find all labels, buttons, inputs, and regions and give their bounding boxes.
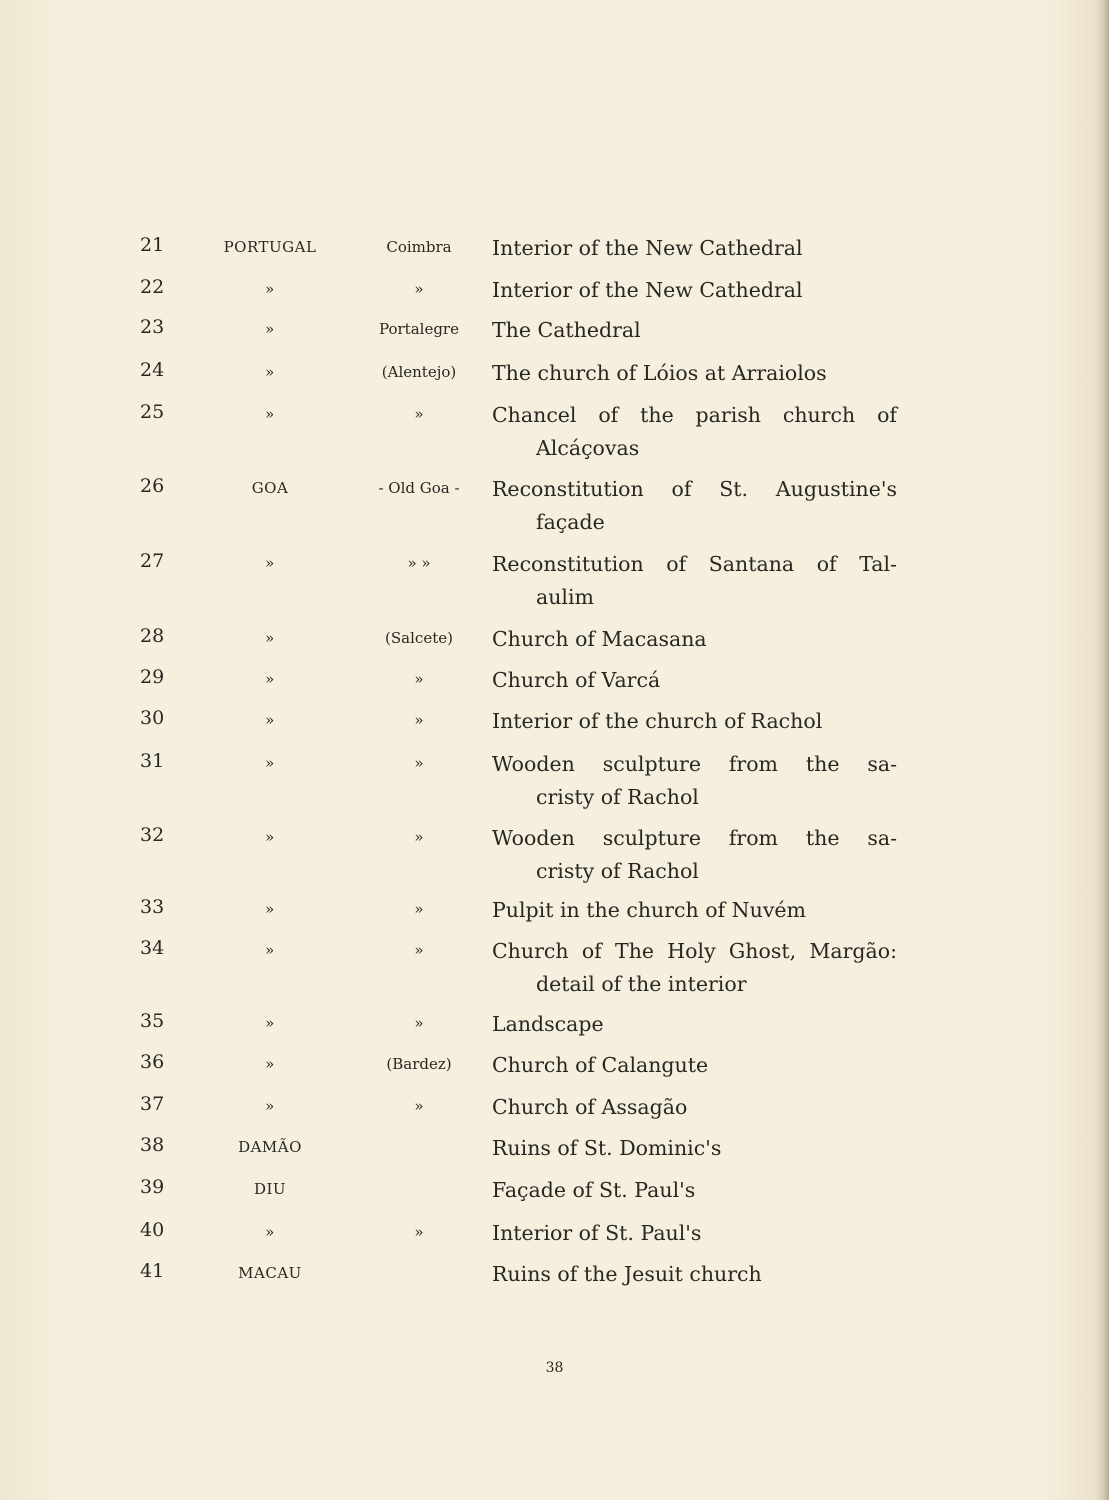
description-line-2: cristy of Rachol — [536, 859, 699, 883]
description-line-1: Pulpit in the church of Nuvém — [492, 898, 806, 922]
plate-number: 36 — [140, 1051, 165, 1073]
country-label: » — [265, 1223, 275, 1241]
description-line-1: Landscape — [492, 1012, 604, 1036]
page-edge-shadow — [1095, 0, 1109, 1500]
place-label: Portalegre — [379, 320, 459, 338]
country-label: DIU — [253, 1180, 287, 1198]
country-label: » — [265, 554, 275, 572]
country-label: GOA — [251, 479, 289, 497]
description-line-1: Façade of St. Paul's — [492, 1178, 696, 1202]
plate-number: 22 — [140, 276, 165, 298]
plate-number: 30 — [140, 707, 165, 729]
plate-number: 26 — [140, 475, 165, 497]
description — [492, 705, 897, 738]
description-line-1: Church of Varcá — [492, 668, 661, 692]
description — [492, 1091, 897, 1124]
description — [492, 274, 897, 307]
page-number: 38 — [545, 1360, 564, 1376]
description — [492, 1008, 897, 1041]
description — [492, 894, 897, 927]
country-label: » — [265, 280, 275, 298]
plate-number: 40 — [140, 1219, 165, 1241]
place-label: (Alentejo) — [381, 363, 457, 381]
description-line-1: Interior of the New Cathedral — [492, 278, 803, 302]
plate-number: 24 — [140, 359, 165, 381]
place-label: » — [414, 900, 424, 918]
plate-number: 35 — [140, 1010, 165, 1032]
description — [492, 1217, 897, 1250]
description — [492, 822, 897, 888]
plate-number: 23 — [140, 316, 165, 338]
place-label: » — [414, 754, 424, 772]
country-label: » — [265, 1097, 275, 1115]
description-line-1: Interior of the church of Rachol — [492, 709, 823, 733]
description-line-1: Ruins of the Jesuit church — [492, 1262, 762, 1286]
description-line-1: The church of Lóios at Arraiolos — [492, 361, 827, 385]
place-label: » — [414, 1014, 424, 1032]
place-label: » — [414, 670, 424, 688]
description — [492, 1132, 897, 1165]
description — [492, 1258, 897, 1291]
description — [492, 623, 897, 656]
description-line-1: Wooden sculpture from the sa- — [492, 826, 897, 850]
plate-number: 27 — [140, 550, 165, 572]
plate-number: 21 — [140, 234, 165, 256]
plate-number: 29 — [140, 666, 165, 688]
country-label: » — [265, 941, 275, 959]
country-label: » — [265, 1014, 275, 1032]
description — [492, 357, 897, 390]
place-label: Coimbra — [386, 238, 452, 256]
country-label: » — [265, 405, 275, 423]
description-line-1: Church of Assagão — [492, 1095, 688, 1119]
country-label: » — [265, 900, 275, 918]
description — [492, 232, 897, 265]
plate-number: 38 — [140, 1134, 165, 1156]
plate-number: 28 — [140, 625, 165, 647]
plate-number: 32 — [140, 824, 165, 846]
description-line-1: Church of Calangute — [492, 1053, 709, 1077]
description — [492, 935, 897, 1001]
country-label: » — [265, 320, 275, 338]
country-label: DAMÃO — [238, 1138, 302, 1156]
description — [492, 314, 897, 347]
description-line-1: Church of Macasana — [492, 627, 707, 651]
country-label: PORTUGAL — [223, 238, 317, 256]
place-label: (Salcete) — [385, 629, 453, 647]
description-line-2: aulim — [536, 585, 594, 609]
description-line-1: Reconstitution of Santana of Tal- — [492, 552, 897, 576]
place-label: » » — [407, 554, 431, 572]
place-label: - Old Goa - — [378, 479, 460, 497]
description-line-2: façade — [536, 510, 605, 534]
description-line-2: Alcáçovas — [536, 436, 640, 460]
country-label: » — [265, 629, 275, 647]
description-line-1: Church of The Holy Ghost, Margão: — [492, 939, 897, 963]
description — [492, 1174, 897, 1207]
plate-number: 34 — [140, 937, 165, 959]
place-label: » — [414, 405, 424, 423]
country-label: » — [265, 754, 275, 772]
country-label: » — [265, 711, 275, 729]
plate-number: 41 — [140, 1260, 165, 1282]
plate-number: 33 — [140, 896, 165, 918]
plate-number: 37 — [140, 1093, 165, 1115]
country-label: » — [265, 828, 275, 846]
description — [492, 548, 897, 614]
description-line-1: Interior of the New Cathedral — [492, 236, 803, 260]
description — [492, 399, 897, 465]
description-line-1: The Cathedral — [492, 318, 641, 342]
description — [492, 748, 897, 814]
place-label: » — [414, 280, 424, 298]
country-label: MACAU — [238, 1264, 302, 1282]
plate-number: 39 — [140, 1176, 165, 1198]
description-line-1: Reconstitution of St. Augustine's — [492, 477, 897, 501]
description — [492, 473, 897, 539]
plate-number: 31 — [140, 750, 165, 772]
description — [492, 664, 897, 697]
country-label: » — [265, 670, 275, 688]
place-label: » — [414, 711, 424, 729]
place-label: (Bardez) — [386, 1055, 452, 1073]
place-label: » — [414, 1097, 424, 1115]
plate-number: 25 — [140, 401, 165, 423]
description-line-1: Interior of St. Paul's — [492, 1221, 702, 1245]
description-line-1: Wooden sculpture from the sa- — [492, 752, 897, 776]
country-label: » — [265, 1055, 275, 1073]
place-label: » — [414, 941, 424, 959]
description — [492, 1049, 897, 1082]
place-label: » — [414, 828, 424, 846]
description-line-2: cristy of Rachol — [536, 785, 699, 809]
description-line-1: Chancel of the parish church of — [492, 403, 897, 427]
place-label: » — [414, 1223, 424, 1241]
country-label: » — [265, 363, 275, 381]
description-line-1: Ruins of St. Dominic's — [492, 1136, 722, 1160]
description-line-2: detail of the interior — [536, 972, 747, 996]
